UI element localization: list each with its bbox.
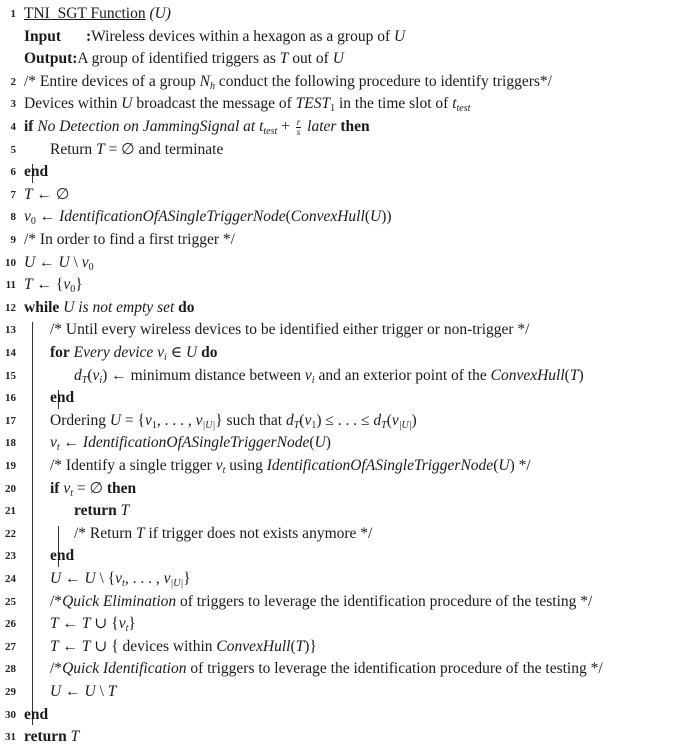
line-number: 25: [5, 595, 16, 608]
line-number: 9: [10, 234, 16, 246]
line-number: 18: [5, 437, 16, 450]
line-number: 13: [5, 324, 16, 337]
input-label: Input: [24, 27, 62, 45]
line-number: 21: [5, 505, 16, 518]
input-text: Wireless devices within a hexagon as a group of U: [91, 27, 406, 45]
line-number: 7: [10, 188, 16, 201]
line-number: 3: [10, 98, 16, 111]
output-label: Output: [24, 50, 73, 68]
line-number: 24: [5, 573, 16, 585]
line-number: 16: [5, 392, 16, 405]
line-number: 19: [5, 460, 16, 472]
line-number: 23: [5, 550, 16, 563]
line-number: 1: [10, 8, 16, 20]
line-number: 28: [5, 663, 16, 676]
line-number: 22: [5, 527, 16, 540]
line-number: 27: [5, 640, 16, 653]
line-number: 5: [10, 143, 16, 156]
fraction-r-over-s: $\frac{r}{s}$: [296, 116, 301, 137]
line-number: 15: [5, 369, 16, 382]
line-number: 11: [5, 279, 16, 292]
line-number: 30: [5, 708, 16, 721]
line-number: 17: [5, 414, 16, 427]
line-number: 12: [5, 301, 16, 314]
function-arg: (U): [149, 5, 171, 22]
while-scope-bar: [32, 322, 33, 725]
function-name: TNI_SGT Function: [24, 5, 146, 22]
line-number: 14: [5, 347, 16, 359]
line-number: 4: [10, 121, 16, 133]
output-text: A group of identified triggers as T out of U: [77, 50, 344, 68]
line-number: 8: [10, 211, 16, 224]
line-number: 20: [5, 482, 16, 495]
algorithm-block: 1 TNI_SGT Function (U) Input :Wireless devices within a hexagon as a group of U Output:A group of identified triggers as T out of U 2 /* Entire devices of a group $N_h$ conduct the following procedure to identify triggers*/ 3 Devices within U broadcast the message of $TEST_1$ in the time slot of $t_{test}$ 4 if No Detection on JammingSignal at $t_{test}$ + $\frac{r}{s}$ later then 5 Return T = ∅ and terminate 6 end 7 T ← ∅ 8 $v_0$ ← IdentificationOfASingleTriggerNode(ConvexHull(U)) 9 /* In order to find a first trigger */ 10 U ← U \ $v_0$ 11 T ← $\{v_0\}$ 12 while U is not empty set do 13 /* Until every wireless devices to be identified either trigger or non-trigger */ 14 for Every device $v_i$ ∈ U do 15 $d_T(v_i)$ ← minimum distance between $v_i$ and an exterior point of the ConvexHull(T) 16 end 17 Ordering $U = \{v_1$, . . . , $v_{|U|}$} such that $d_T(v_1)$ ≤ . . . ≤ $d_T(v_{|U|})$ 18 $v_t$ ← IdentificationOfASingleTriggerNode(U) 19 /* Identify a single trigger $v_t$ using IdentificationOfASingleTriggerNode(U) */ 20 if $v_t$ = ∅ then 21 return T 22 /* Return T if trigger does not exists anymore */ 23 end 24 U ← U \ {$v_t$, . . . , $v_{|U|}$} 25 /*Quick Elimination of triggers to leverage the identification procedure of the testing */ 26 T ← T ∪ $\{v_t\}$ 27 T ← T ∪ { devices within ConvexHull(T)} 28 /*Quick Identification of triggers to leverage the identification procedure of the testing */ 29 U ← U \ T 30 end 31 return T: [0, 0, 695, 749]
line-number: 10: [5, 256, 16, 269]
line-number: 26: [5, 618, 16, 631]
line-number: 31: [5, 731, 16, 744]
line-number: 6: [10, 166, 16, 179]
line-number: 29: [5, 686, 16, 698]
line-number: 2: [10, 75, 16, 88]
